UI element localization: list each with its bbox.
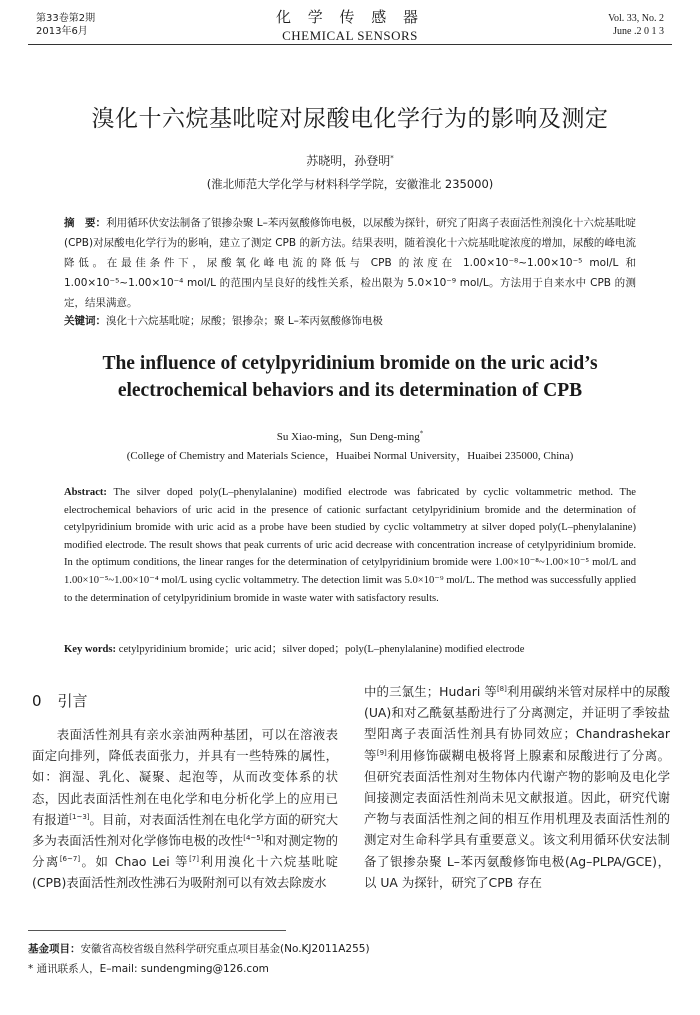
- section-heading: [32, 690, 88, 711]
- header-volume-en-block: [608, 12, 664, 38]
- citation-ref[interactable]: [6~7]: [59, 855, 81, 864]
- header-date-en: June .2 0 1 3: [613, 26, 664, 37]
- citation-ref[interactable]: [9]: [376, 748, 387, 757]
- footnote-rule: [28, 930, 286, 931]
- affiliation-cn: (淮北师范大学化学与材料科学学院，安徽淮北 235000): [206, 177, 494, 191]
- body-left-text-3: 和对测定物的分离: [32, 833, 339, 870]
- footnote-fund-text: 安徽省高校省级自然科学研究重点项目基金(No.KJ2011A255): [80, 943, 370, 955]
- section-number: 0: [32, 692, 42, 710]
- footnote-contact-text: 通讯联系人，E–mail: sundengming@126.com: [36, 963, 269, 975]
- authors-cn: [0, 152, 700, 169]
- body-column-left: [32, 724, 338, 894]
- keywords-cn-label: 关键词：: [64, 315, 106, 327]
- journal-title-cn: 化 学 传 感 器: [275, 8, 425, 26]
- abstract-en: [64, 484, 636, 607]
- authors-en: [0, 428, 700, 444]
- footnote-contact: [28, 961, 269, 976]
- body-column-right: [364, 681, 670, 893]
- keywords-en-label: Key words:: [64, 644, 117, 655]
- body-left-text-2: 。目前，对表面活性剂在电化学方面的研究大多为表面活性剂对化学修饰电极的改性: [32, 811, 339, 849]
- abstract-cn-label: 摘 要：: [64, 217, 107, 229]
- footnote-fund: [28, 941, 370, 956]
- header-volume-en: Vol. 33, No. 2: [608, 13, 664, 24]
- header-rule: [28, 44, 672, 45]
- keywords-en-text: cetylpyridinium bromide；uric acid；silver doped；poly(L–phenylalanine) modified electrode: [118, 644, 525, 655]
- body-left-text-1: 表面活性剂具有亲水亲油两种基团，可以在溶液表面定向排列，降低表面张力，并具有一些特殊的属性，如：润湿、乳化、凝聚、起泡等，从而改变体系的状态，因此表面活性剂在电化学和电分析化学上的应用已有报道: [32, 727, 338, 827]
- affiliation-en: (College of Chemistry and Materials Science，Huaibei Normal University，Huaibei 235000, China): [126, 450, 574, 462]
- footnote-contact-mark: *: [28, 963, 34, 975]
- authors-en-names: Su Xiao-ming，Sun Deng-ming: [276, 431, 420, 443]
- citation-ref[interactable]: [8]: [496, 684, 507, 693]
- citation-ref[interactable]: [1~3]: [69, 812, 90, 821]
- body-left-text-5: 利用溴化十六烷基吡啶(CPB)表面活性剂改性沸石为吸附剂可以有效去除废水: [32, 854, 339, 891]
- citation-ref[interactable]: [7]: [189, 855, 199, 864]
- authors-cn-mark: *: [390, 154, 394, 162]
- keywords-cn: [64, 313, 636, 328]
- abstract-cn: [64, 213, 636, 313]
- abstract-en-text: The silver doped poly(L–phenylalanine) modified electrode was fabricated by cyclic voltammetric method. The electrochemical behaviors of uric acid in the presence of cationic surfactant cetylpyridinium bromide and the determination of cetylpyridinium bromide with uric acid as a probe have been studied by cyclic voltammetry at silver doped poly(L–phenylalanine) modified electrode. The result shows that peak currents of uric acid decrease with concentration increase of cetylpyridinium bromide. In the optimum conditions, the linear ranges for the determination of cetylpyridinium bromide were 1.00×10⁻⁸~1.00×10⁻⁵ mol/L and 1.00×10⁻⁵~1.00×10⁻⁴ mol/L using cyclic voltammetry. The detection limit was 5.0×10⁻⁹ mol/L. The method was successfully applied to the determination of cetylpyridinium bromide in waste water with satisfactory results.: [64, 487, 636, 604]
- citation-ref[interactable]: [4~5]: [243, 833, 264, 842]
- keywords-cn-text: 溴化十六烷基吡啶；尿酸；银掺杂；聚 L–苯丙氨酸修饰电极: [106, 315, 383, 327]
- authors-en-mark: *: [419, 429, 424, 438]
- body-left-text-4: 。如 Chao Lei 等: [80, 854, 190, 870]
- abstract-en-label: Abstract:: [64, 487, 107, 498]
- body-right-text-2: 利用碳纳米管对尿样中的尿酸(UA)和对乙酰氨基酚进行了分离测定，并证明了季铵盐型阳离子表面活性剂具有协同效应；Chandrashekar 等: [364, 684, 671, 763]
- journal-title-en: CHEMICAL SENSORS: [282, 28, 418, 43]
- footnote-fund-label: 基金项目：: [28, 943, 81, 955]
- body-right-text-1: 中的三氯生；Hudari 等: [364, 684, 497, 699]
- header-date-cn: 2013年6月: [36, 26, 88, 37]
- section-title: 引言: [57, 692, 88, 710]
- paper-title-cn: 溴化十六烷基吡啶对尿酸电化学行为的影响及测定: [91, 106, 609, 132]
- abstract-cn-text: 利用循环伏安法制备了银掺杂聚 L–苯丙氨酸修饰电极，以尿酸为探针，研究了阳离子表面活性剂溴化十六烷基吡啶(CPB)对尿酸电化学行为的影响，建立了测定 CPB 的新方法。结果表明，随着溴化十六烷基吡啶浓度的增加，尿酸的峰电流降低。在最佳条件下，尿酸氧化峰电流的降低与 CPB 的浓度在 1.00×10⁻⁸~1.00×10⁻⁵ mol/L 和 1.00×10⁻⁵~1.00×10⁻⁴ mol/L 的范围内呈良好的线性关系，检出限为 5.0×10⁻⁹ mol/L。方法用于自来水中 CPB 的测定，结果满意。: [64, 217, 637, 309]
- keywords-en: [64, 641, 636, 656]
- header-volume-cn: 第33卷第2期: [36, 13, 96, 24]
- body-right-text-3: 利用修饰碳糊电极将肾上腺素和尿酸进行了分离。但研究表面活性剂对生物体内代谢产物的影响及电化学间接测定表面活性剂尚未见文献报道。因此，研究代谢产物与表面活性剂之间的相互作用机理及表面活性剂的测定对生命科学具有重要意义。该文利用循环伏安法制备了银掺杂聚 L–苯丙氨酸修饰电极(Ag–PLPA/GCE)，以 UA 为探针，研究了CPB 存在: [364, 747, 671, 890]
- header-journal: [0, 6, 700, 44]
- paper-title-en: The influence of cetylpyridinium bromide on the uric acid’s electrochemical behaviors and its determination of CPB: [102, 353, 598, 401]
- authors-cn-names: 苏晓明，孙登明: [306, 154, 391, 168]
